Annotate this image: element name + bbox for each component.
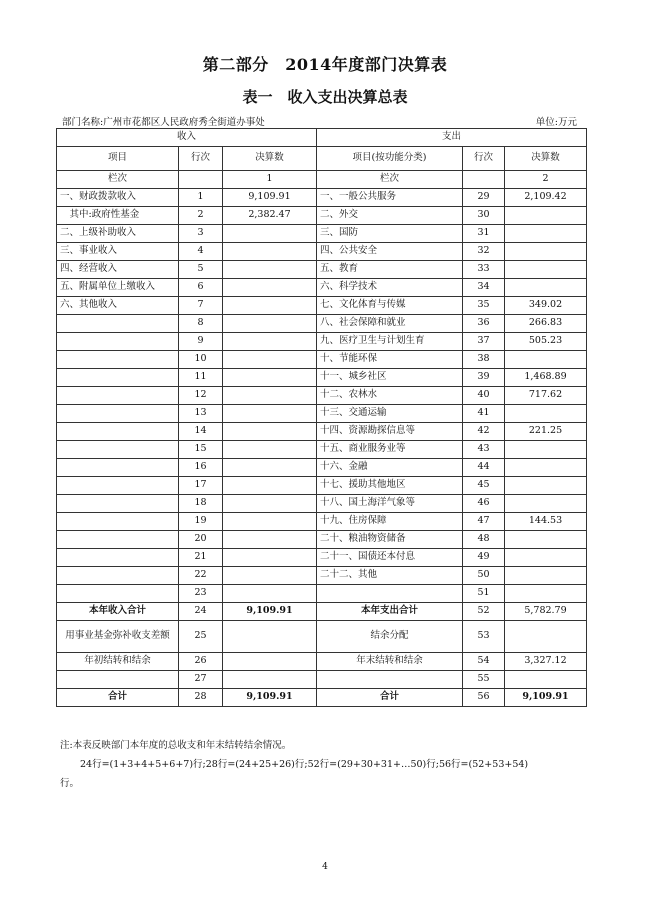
row-no: 39 bbox=[463, 369, 505, 387]
income-amount bbox=[223, 423, 317, 441]
row-no: 38 bbox=[463, 351, 505, 369]
income-item bbox=[57, 459, 179, 477]
table-row bbox=[57, 423, 587, 441]
expense-item: 十八、国土海洋气象等 bbox=[317, 495, 463, 513]
row-no: 52 bbox=[463, 603, 505, 621]
income-item: 三、事业收入 bbox=[57, 243, 179, 261]
income-amount: 9,109.91 bbox=[223, 189, 317, 207]
carry-out-label: 年末结转和结余 bbox=[317, 653, 463, 671]
income-item bbox=[57, 333, 179, 351]
row-no: 30 bbox=[463, 207, 505, 225]
row-no: 40 bbox=[463, 387, 505, 405]
expense-amount: 717.62 bbox=[505, 387, 587, 405]
row-no: 24 bbox=[179, 603, 223, 621]
table-row bbox=[57, 225, 587, 243]
row-no: 43 bbox=[463, 441, 505, 459]
income-total: 9,109.91 bbox=[223, 603, 317, 621]
row-no: 33 bbox=[463, 261, 505, 279]
column-label: 栏次 bbox=[57, 171, 179, 189]
column-header-row bbox=[57, 147, 587, 171]
table-row bbox=[57, 441, 587, 459]
income-item bbox=[57, 405, 179, 423]
row-no: 34 bbox=[463, 279, 505, 297]
row-no: 7 bbox=[179, 297, 223, 315]
expense-amount bbox=[505, 405, 587, 423]
expense-amount bbox=[505, 261, 587, 279]
income-item: 四、经营收入 bbox=[57, 261, 179, 279]
table-row bbox=[57, 585, 587, 603]
table-row bbox=[57, 567, 587, 585]
table-row bbox=[57, 297, 587, 315]
column-label: 栏次 bbox=[317, 171, 463, 189]
column-number-row bbox=[57, 171, 587, 189]
expense-item bbox=[317, 585, 463, 603]
expense-amount bbox=[505, 459, 587, 477]
expense-amount bbox=[505, 207, 587, 225]
row-no: 55 bbox=[463, 671, 505, 689]
expense-amount bbox=[505, 243, 587, 261]
row-no: 42 bbox=[463, 423, 505, 441]
row-no: 1 bbox=[179, 189, 223, 207]
row-no: 29 bbox=[463, 189, 505, 207]
expense-item: 十五、商业服务业等 bbox=[317, 441, 463, 459]
grand-total-income: 9,109.91 bbox=[223, 689, 317, 707]
table-row bbox=[57, 189, 587, 207]
expense-amount bbox=[505, 225, 587, 243]
row-no: 8 bbox=[179, 315, 223, 333]
expense-amount bbox=[505, 549, 587, 567]
income-amount bbox=[223, 459, 317, 477]
grand-total-label: 合计 bbox=[317, 689, 463, 707]
row-no: 56 bbox=[463, 689, 505, 707]
expense-amount: 1,468.89 bbox=[505, 369, 587, 387]
row-no: 19 bbox=[179, 513, 223, 531]
row-no-header: 行次 bbox=[463, 147, 505, 171]
row-no: 45 bbox=[463, 477, 505, 495]
row-no: 18 bbox=[179, 495, 223, 513]
expense-item: 四、公共安全 bbox=[317, 243, 463, 261]
row-no: 21 bbox=[179, 549, 223, 567]
expense-amount: 144.53 bbox=[505, 513, 587, 531]
expense-item: 八、社会保障和就业 bbox=[317, 315, 463, 333]
row-no: 16 bbox=[179, 459, 223, 477]
item-header: 项目 bbox=[57, 147, 179, 171]
income-amount bbox=[223, 387, 317, 405]
row-no: 14 bbox=[179, 423, 223, 441]
table-row bbox=[57, 387, 587, 405]
column-number: 1 bbox=[223, 171, 317, 189]
surplus-label: 结余分配 bbox=[317, 621, 463, 653]
row-no: 2 bbox=[179, 207, 223, 225]
income-amount bbox=[223, 351, 317, 369]
expense-total: 5,782.79 bbox=[505, 603, 587, 621]
row-no: 46 bbox=[463, 495, 505, 513]
row-no: 53 bbox=[463, 621, 505, 653]
expense-item: 十九、住房保障 bbox=[317, 513, 463, 531]
table-title: 表一 收入支出决算总表 bbox=[242, 88, 408, 106]
expense-item: 二十、粮油物资储备 bbox=[317, 531, 463, 549]
item-func-header: 项目(按功能分类) bbox=[317, 147, 463, 171]
expense-amount bbox=[505, 585, 587, 603]
expense-amount bbox=[505, 495, 587, 513]
income-amount bbox=[223, 243, 317, 261]
income-amount bbox=[223, 477, 317, 495]
row-no: 31 bbox=[463, 225, 505, 243]
expense-item: 七、文化体育与传媒 bbox=[317, 297, 463, 315]
row-no: 4 bbox=[179, 243, 223, 261]
table-row bbox=[57, 333, 587, 351]
expense-item: 五、教育 bbox=[317, 261, 463, 279]
expense-amount bbox=[505, 279, 587, 297]
row-no: 28 bbox=[179, 689, 223, 707]
expense-amount: 266.83 bbox=[505, 315, 587, 333]
table-row bbox=[57, 459, 587, 477]
table-row bbox=[57, 495, 587, 513]
row-no: 44 bbox=[463, 459, 505, 477]
note-line: 行。 bbox=[60, 778, 80, 789]
note-line: 注:本表反映部门本年度的总收支和年末结转结余情况。 bbox=[60, 740, 292, 751]
income-item: 一、财政拨款收入 bbox=[57, 189, 179, 207]
row-no: 17 bbox=[179, 477, 223, 495]
table-row bbox=[57, 405, 587, 423]
row-no: 26 bbox=[179, 653, 223, 671]
income-item bbox=[57, 567, 179, 585]
income-item: 五、附属单位上缴收入 bbox=[57, 279, 179, 297]
amount-header: 决算数 bbox=[505, 147, 587, 171]
annual-total-row bbox=[57, 603, 587, 621]
income-item bbox=[57, 477, 179, 495]
expense-item: 十六、金融 bbox=[317, 459, 463, 477]
expense-item: 十二、农林水 bbox=[317, 387, 463, 405]
row-no: 25 bbox=[179, 621, 223, 653]
income-total-label: 本年收入合计 bbox=[57, 603, 179, 621]
income-item bbox=[57, 369, 179, 387]
income-item: 其中:政府性基金 bbox=[57, 207, 179, 225]
income-amount bbox=[223, 441, 317, 459]
income-item bbox=[57, 549, 179, 567]
income-amount bbox=[223, 225, 317, 243]
row-no: 27 bbox=[179, 671, 223, 689]
grand-total-expense: 9,109.91 bbox=[505, 689, 587, 707]
table-row bbox=[57, 279, 587, 297]
expense-item: 十七、援助其他地区 bbox=[317, 477, 463, 495]
row-no: 35 bbox=[463, 297, 505, 315]
income-amount: 2,382.47 bbox=[223, 207, 317, 225]
income-amount bbox=[223, 549, 317, 567]
unit-label: 单位:万元 bbox=[535, 117, 577, 128]
row-no: 54 bbox=[463, 653, 505, 671]
carryover-row bbox=[57, 653, 587, 671]
income-amount bbox=[223, 297, 317, 315]
row-no: 6 bbox=[179, 279, 223, 297]
section-header-row bbox=[57, 129, 587, 147]
table-meta bbox=[62, 114, 577, 128]
income-item bbox=[57, 423, 179, 441]
table-row bbox=[57, 531, 587, 549]
table-row bbox=[57, 513, 587, 531]
grand-total-row bbox=[57, 689, 587, 707]
row-no: 51 bbox=[463, 585, 505, 603]
income-amount bbox=[223, 405, 317, 423]
expense-item: 二十一、国债还本付息 bbox=[317, 549, 463, 567]
expense-amount: 221.25 bbox=[505, 423, 587, 441]
expense-item: 三、国防 bbox=[317, 225, 463, 243]
table-row bbox=[57, 477, 587, 495]
fund-row bbox=[57, 621, 587, 653]
row-no-header: 行次 bbox=[179, 147, 223, 171]
column-number: 2 bbox=[505, 171, 587, 189]
table-row bbox=[57, 369, 587, 387]
income-header: 收入 bbox=[57, 129, 317, 147]
row-no: 47 bbox=[463, 513, 505, 531]
note-line: 24行=(1+3+4+5+6+7)行;28行=(24+25+26)行;52行=(29+30+31+…50)行;56行=(52+53+54) bbox=[80, 759, 529, 770]
row-no: 22 bbox=[179, 567, 223, 585]
table-row bbox=[57, 207, 587, 225]
expense-total-label: 本年支出合计 bbox=[317, 603, 463, 621]
income-amount bbox=[223, 585, 317, 603]
row-no: 41 bbox=[463, 405, 505, 423]
expense-item: 十四、资源勘探信息等 bbox=[317, 423, 463, 441]
row-no: 10 bbox=[179, 351, 223, 369]
table-row bbox=[57, 549, 587, 567]
income-item: 六、其他收入 bbox=[57, 297, 179, 315]
income-amount bbox=[223, 531, 317, 549]
expense-item: 六、科学技术 bbox=[317, 279, 463, 297]
income-item bbox=[57, 315, 179, 333]
expense-item: 十三、交通运输 bbox=[317, 405, 463, 423]
page-number: 4 bbox=[322, 862, 328, 872]
table-row bbox=[57, 261, 587, 279]
table-row bbox=[57, 243, 587, 261]
expense-item: 十一、城乡社区 bbox=[317, 369, 463, 387]
expense-amount bbox=[505, 441, 587, 459]
income-item bbox=[57, 387, 179, 405]
income-amount bbox=[223, 567, 317, 585]
expense-amount: 2,109.42 bbox=[505, 189, 587, 207]
income-item: 二、上级补助收入 bbox=[57, 225, 179, 243]
expense-item: 一、一般公共服务 bbox=[317, 189, 463, 207]
income-amount bbox=[223, 513, 317, 531]
table-row bbox=[57, 315, 587, 333]
expense-amount bbox=[505, 531, 587, 549]
income-amount bbox=[223, 261, 317, 279]
expense-amount: 505.23 bbox=[505, 333, 587, 351]
expense-item: 九、医疗卫生与计划生育 bbox=[317, 333, 463, 351]
row-no: 20 bbox=[179, 531, 223, 549]
expense-amount bbox=[505, 567, 587, 585]
income-item bbox=[57, 531, 179, 549]
income-amount bbox=[223, 369, 317, 387]
expense-header: 支出 bbox=[317, 129, 587, 147]
row-no: 23 bbox=[179, 585, 223, 603]
expense-item: 十、节能环保 bbox=[317, 351, 463, 369]
income-item bbox=[57, 513, 179, 531]
blank-row bbox=[57, 671, 587, 689]
income-amount bbox=[223, 315, 317, 333]
grand-total-label: 合计 bbox=[57, 689, 179, 707]
expense-amount bbox=[505, 351, 587, 369]
row-no: 50 bbox=[463, 567, 505, 585]
income-expense-table bbox=[56, 128, 587, 707]
row-no: 11 bbox=[179, 369, 223, 387]
row-no: 9 bbox=[179, 333, 223, 351]
expense-amount bbox=[505, 477, 587, 495]
income-item bbox=[57, 441, 179, 459]
expense-item: 二十二、其他 bbox=[317, 567, 463, 585]
page-title: 第二部分 2014年度部门决算表 bbox=[202, 55, 448, 74]
expense-amount: 349.02 bbox=[505, 297, 587, 315]
income-item bbox=[57, 495, 179, 513]
row-no: 48 bbox=[463, 531, 505, 549]
income-amount bbox=[223, 333, 317, 351]
row-no: 13 bbox=[179, 405, 223, 423]
income-amount bbox=[223, 279, 317, 297]
carry-in-label: 年初结转和结余 bbox=[57, 653, 179, 671]
income-amount bbox=[223, 495, 317, 513]
fund-label: 用事业基金弥补收支差额 bbox=[57, 621, 179, 653]
income-item bbox=[57, 585, 179, 603]
row-no: 5 bbox=[179, 261, 223, 279]
table-row bbox=[57, 351, 587, 369]
carry-out-amount: 3,327.12 bbox=[505, 653, 587, 671]
department-name: 部门名称:广州市花都区人民政府秀全街道办事处 bbox=[62, 117, 265, 128]
row-no: 3 bbox=[179, 225, 223, 243]
row-no: 15 bbox=[179, 441, 223, 459]
row-no: 32 bbox=[463, 243, 505, 261]
row-no: 36 bbox=[463, 315, 505, 333]
row-no: 12 bbox=[179, 387, 223, 405]
amount-header: 决算数 bbox=[223, 147, 317, 171]
row-no: 49 bbox=[463, 549, 505, 567]
expense-item: 二、外交 bbox=[317, 207, 463, 225]
row-no: 37 bbox=[463, 333, 505, 351]
income-item bbox=[57, 351, 179, 369]
